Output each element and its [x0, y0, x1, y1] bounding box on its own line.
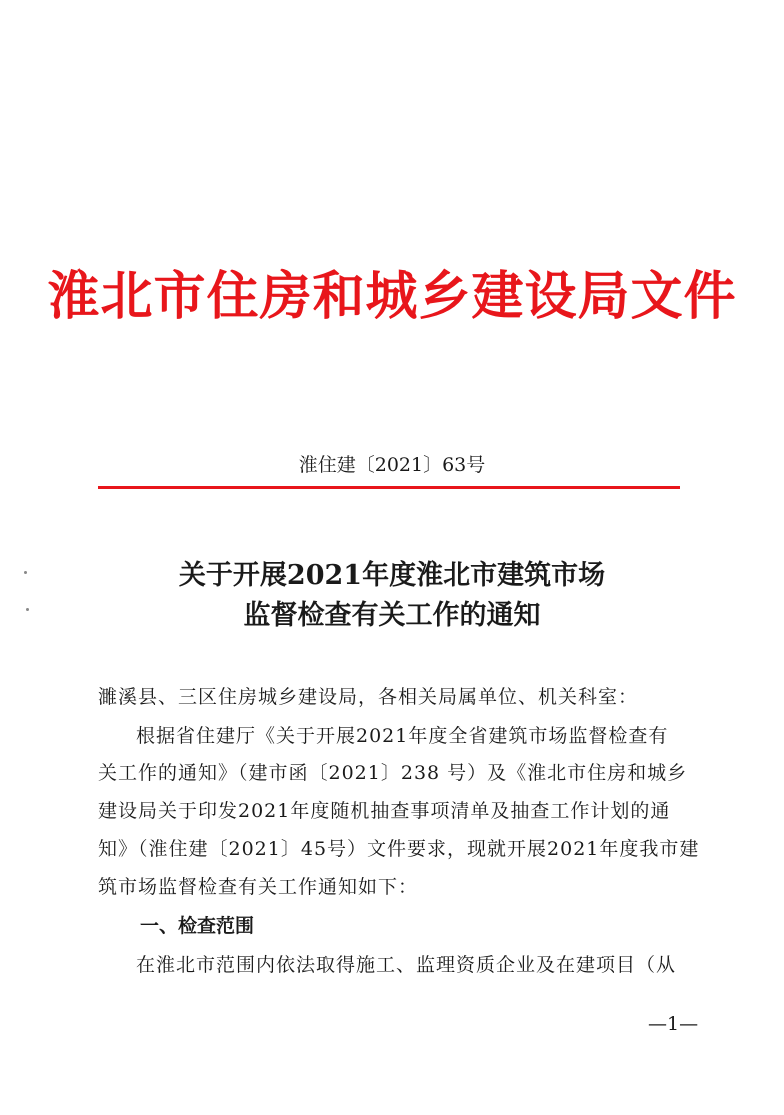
paragraph-line: 筑市场监督检查有关工作通知如下： — [98, 876, 419, 898]
section-heading: 一、检查范围 — [140, 915, 255, 937]
paragraph-line: 知》（淮住建〔2021〕45号）文件要求，现就开展2021年度我市建 — [98, 838, 700, 860]
page-number: —1— — [648, 1013, 699, 1035]
section-text-line: 在淮北市范围内依法取得施工、监理资质企业及在建项目（从 — [136, 954, 677, 976]
red-divider-line — [98, 486, 680, 489]
document-number: 淮住建〔2021〕63号 — [298, 454, 486, 476]
document-title — [0, 556, 784, 636]
paragraph-line: 根据省住建厅《关于开展2021年度全省建筑市场监督检查有 — [136, 725, 669, 747]
document-masthead: 淮北市住房和城乡建设局文件 — [47, 267, 737, 327]
title-line-1: 关于开展2021年度淮北市建筑市场 — [178, 560, 606, 591]
recipients-line: 濉溪县、三区住房城乡建设局，各相关局属单位、机关科室： — [98, 686, 639, 708]
paragraph-line: 关工作的通知》（建市函〔2021〕238 号）及《淮北市住房和城乡 — [98, 762, 688, 784]
title-line-2: 监督检查有关工作的通知 — [243, 600, 541, 631]
paragraph-line: 建设局关于印发2021年度随机抽查事项清单及抽查工作计划的通 — [98, 800, 671, 822]
